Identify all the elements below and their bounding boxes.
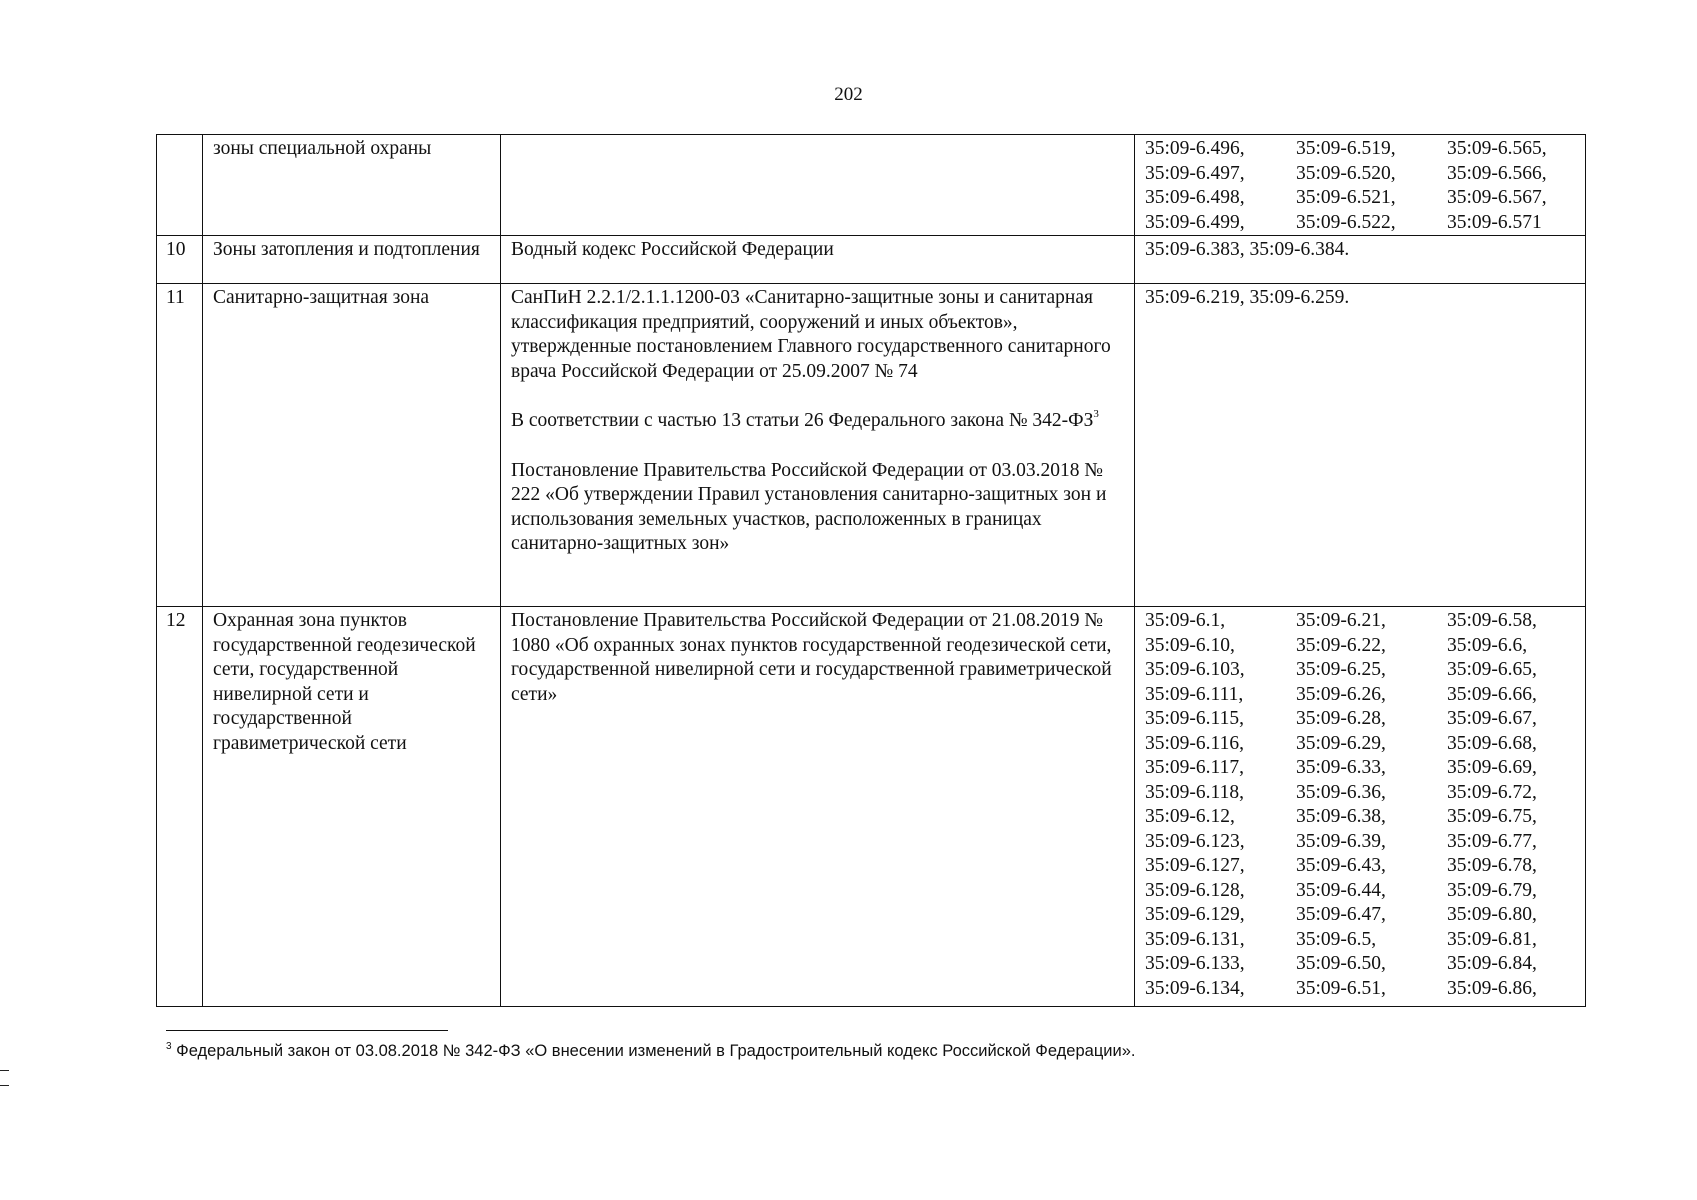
zone-codes xyxy=(1135,135,1586,236)
zone-code: 35:09-6.116, xyxy=(1145,732,1244,754)
zone-code: 35:09-6.567, xyxy=(1447,187,1547,208)
zone-name: зоны специальной охраны xyxy=(203,135,501,236)
zone-code: 35:09-6.38, xyxy=(1296,806,1386,827)
zone-code: 35:09-6.6, xyxy=(1447,634,1528,656)
margin-mark xyxy=(0,1085,9,1086)
zone-code: 35:09-6.496, xyxy=(1145,138,1245,159)
footnote-mark: 3 xyxy=(166,1041,172,1052)
margin-marks xyxy=(0,1070,9,1100)
legal-basis-text: Постановление Правительства Российской Федерации от 03.03.2018 № 222 «Об утверждении Правил установления санитарно-защитных зон и использования земельных участков, расположенных в границах санитарно-защитных зон» xyxy=(511,459,1107,554)
zone-code: 35:09-6.521, xyxy=(1296,187,1396,208)
legal-basis-text xyxy=(511,409,1124,434)
zone-code: 35:09-6.86, xyxy=(1447,977,1537,999)
zone-code: 35:09-6.133, xyxy=(1145,953,1245,974)
zone-code: 35:09-6.134, xyxy=(1145,977,1245,999)
zone-code: 35:09-6.25, xyxy=(1296,659,1386,680)
zone-name: Зоны затопления и подтопления xyxy=(203,236,501,284)
zone-code: 35:09-6.36, xyxy=(1296,781,1386,803)
zone-code: 35:09-6.79, xyxy=(1447,879,1537,901)
zone-codes: 35:09-6.219, 35:09-6.259. xyxy=(1135,284,1586,607)
zone-code: 35:09-6.43, xyxy=(1296,855,1386,876)
zone-codes: 35:09-6.383, 35:09-6.384. xyxy=(1135,236,1586,284)
legal-basis xyxy=(501,284,1135,607)
zone-code: 35:09-6.519, xyxy=(1296,138,1396,159)
codes-grid xyxy=(1145,609,1575,1001)
zone-code: 35:09-6.22, xyxy=(1296,634,1386,656)
footnote-text: Федеральный закон от 03.08.2018 № 342-ФЗ «О внесении изменений в Градостроительный кодекс Российской Федерации». xyxy=(176,1042,1136,1060)
zone-code: 35:09-6.47, xyxy=(1296,904,1386,925)
footnote-reference: 3 xyxy=(1093,408,1099,420)
margin-mark xyxy=(0,1070,9,1071)
legal-basis xyxy=(501,135,1135,236)
row-number: 12 xyxy=(157,607,203,1007)
zone-code: 35:09-6.33, xyxy=(1296,757,1386,778)
zone-name: Санитарно-защитная зона xyxy=(203,284,501,607)
zone-code: 35:09-6.131, xyxy=(1145,928,1245,950)
zone-code: 35:09-6.75, xyxy=(1447,806,1537,827)
zone-code: 35:09-6.65, xyxy=(1447,659,1537,680)
zone-code: 35:09-6.58, xyxy=(1447,610,1537,631)
zone-code: 35:09-6.39, xyxy=(1296,830,1386,852)
table-row xyxy=(157,236,1586,284)
zone-code: 35:09-6.10, xyxy=(1145,634,1235,656)
zone-code: 35:09-6.129, xyxy=(1145,904,1245,925)
legal-basis-text: Постановление Правительства Российской Федерации от 21.08.2019 № 1080 «Об охранных зонах пунктов государственной геодезической сети, государственной нивелирной сети и государственной гравиметрической сети» xyxy=(511,610,1112,705)
zone-code: 35:09-6.44, xyxy=(1296,879,1386,901)
zone-code: 35:09-6.498, xyxy=(1145,187,1245,208)
page-number: 202 xyxy=(834,84,863,105)
row-number: 11 xyxy=(157,284,203,607)
legal-basis-text-body: В соответствии с частью 13 статьи 26 Федерального закона № 342-ФЗ xyxy=(511,410,1094,431)
zone-code: 35:09-6.78, xyxy=(1447,855,1537,876)
zone-code: 35:09-6.80, xyxy=(1447,904,1537,925)
zone-code: 35:09-6.127, xyxy=(1145,855,1245,876)
zone-code: 35:09-6.81, xyxy=(1447,928,1537,950)
zone-code: 35:09-6.68, xyxy=(1447,732,1537,754)
table-row xyxy=(157,135,1586,236)
zone-code: 35:09-6.26, xyxy=(1296,683,1386,705)
zone-code: 35:09-6.69, xyxy=(1447,757,1537,778)
zone-codes xyxy=(1135,607,1586,1007)
legal-basis-text: СанПиН 2.2.1/2.1.1.1200-03 «Санитарно-защитные зоны и санитарная классификация предприятий, сооружений и иных объектов», утвержденные постановлением Главного государственного санитарного врача Российской Федерации от 25.09.2007 № 74 xyxy=(511,287,1111,382)
footnote xyxy=(166,1042,1135,1061)
zone-code: 35:09-6.1, xyxy=(1145,610,1226,631)
zone-code: 35:09-6.571 xyxy=(1447,211,1542,233)
zone-name: Охранная зона пунктов государственной геодезической сети, государственной нивелирной сети и государственной гравиметрической сети xyxy=(203,607,501,1007)
zone-code: 35:09-6.111, xyxy=(1145,683,1244,705)
zone-code: 35:09-6.51, xyxy=(1296,977,1386,999)
row-number: 10 xyxy=(157,236,203,284)
zone-code: 35:09-6.117, xyxy=(1145,757,1244,778)
zone-code: 35:09-6.522, xyxy=(1296,211,1396,233)
zone-code: 35:09-6.499, xyxy=(1145,211,1245,233)
zone-code: 35:09-6.29, xyxy=(1296,732,1386,754)
legal-basis-text: Водный кодекс Российской Федерации xyxy=(511,239,834,260)
zone-code: 35:09-6.115, xyxy=(1145,708,1244,729)
codes-grid xyxy=(1145,137,1575,235)
legal-basis xyxy=(501,607,1135,1007)
zone-code: 35:09-6.72, xyxy=(1447,781,1537,803)
zone-code: 35:09-6.520, xyxy=(1296,162,1396,184)
zone-code: 35:09-6.21, xyxy=(1296,610,1386,631)
zone-code: 35:09-6.50, xyxy=(1296,953,1386,974)
row-number xyxy=(157,135,203,236)
zone-code: 35:09-6.12, xyxy=(1145,806,1235,827)
table-row xyxy=(157,284,1586,607)
footnote-separator xyxy=(166,1030,448,1031)
zone-code: 35:09-6.28, xyxy=(1296,708,1386,729)
zone-code: 35:09-6.67, xyxy=(1447,708,1537,729)
zones-table xyxy=(156,134,1586,1007)
zone-code: 35:09-6.566, xyxy=(1447,162,1547,184)
zone-code: 35:09-6.5, xyxy=(1296,928,1377,950)
zone-code: 35:09-6.77, xyxy=(1447,830,1537,852)
zone-code: 35:09-6.103, xyxy=(1145,659,1245,680)
zone-code: 35:09-6.118, xyxy=(1145,781,1244,803)
zone-code: 35:09-6.84, xyxy=(1447,953,1537,974)
table-row xyxy=(157,607,1586,1007)
zone-code: 35:09-6.123, xyxy=(1145,830,1245,852)
zone-code: 35:09-6.565, xyxy=(1447,138,1547,159)
legal-basis xyxy=(501,236,1135,284)
zone-code: 35:09-6.66, xyxy=(1447,683,1537,705)
zone-code: 35:09-6.497, xyxy=(1145,162,1245,184)
zone-code: 35:09-6.128, xyxy=(1145,879,1245,901)
